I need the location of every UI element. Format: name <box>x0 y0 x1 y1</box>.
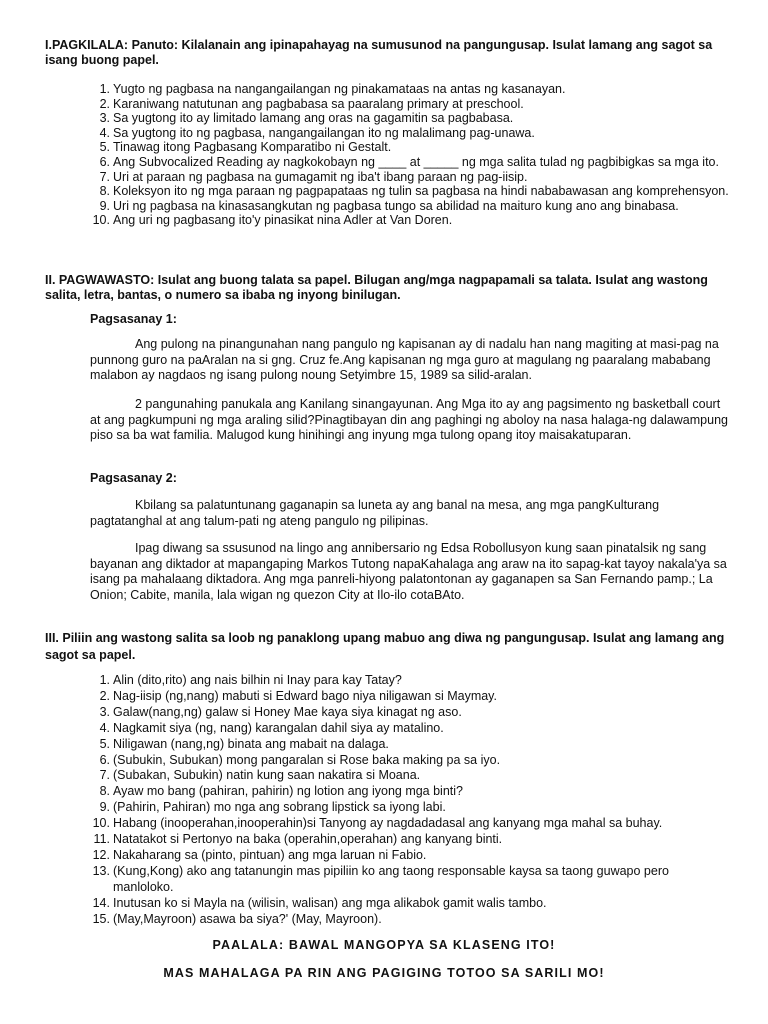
list-item: 14. Inutusan ko si Mayla na (wilisin, walisan) ang mga alikabok gamit walis tambo. <box>92 895 547 910</box>
list-item: 9. (Pahirin, Pahiran) mo nga ang sobrang lipstick sa iyong labi. <box>99 800 446 815</box>
list-item: 12. Nakaharang sa (pinto, pintuan) ang mga laruan ni Fabio. <box>92 847 427 862</box>
section-1-list <box>90 82 730 228</box>
list-item: 9. Uri ng pagbasa na kinasasangkutan ng pagbasa tungo sa abilidad na maituro kung ano ang binabasa. <box>99 198 679 213</box>
section-1-title: I.PAGKILALA: Panuto: Kilalanain ang ipinapahayag na sumusunod na pangungusap. Isulat lamang ang sagot sa isang buong papel. <box>45 38 713 67</box>
list-item: 1. Yugto ng pagbasa na nangangailangan ng pinakamataas na antas ng kasanayan. <box>99 82 566 96</box>
list-item: 2. Karaniwang natutunan ang pagbabasa sa paaralang primary at preschool. <box>99 96 524 111</box>
exercise-2-paragraph-1: Kbilang sa palatuntunang gaganapin sa luneta ay ang banal na mesa, ang mga pangKulturang pagtatanghal at ang talum-pati ng ateng pangulo ng pilipinas. <box>90 498 660 528</box>
list-item: 2. Nag-iisip (ng,nang) mabuti si Edward bago niya niligawan si Maymay. <box>99 688 497 703</box>
list-item: 5. Niligawan (nang,ng) binata ang mabait na dalaga. <box>99 736 389 751</box>
list-item: 5. Tinawag itong Pagbasang Komparatibo ni Gestalt. <box>99 140 392 155</box>
reminder-line-2: MAS MAHALAGA PA RIN ANG PAGIGING TOTOO SA SARILI MO! <box>163 966 605 980</box>
list-item: 3. Galaw(nang,ng) galaw si Honey Mae kaya siya kinagat ng aso. <box>99 704 462 719</box>
list-item: 3. Sa yugtong ito ay limitado lamang ang oras na gagamitin sa pagbabasa. <box>99 111 514 126</box>
list-item: 4. Nagkamit siya (ng, nang) karangalan dahil siya ay matalino. <box>99 720 444 735</box>
list-item: 15. (May,Mayroon) asawa ba siya?' (May, Mayroon). <box>92 911 382 926</box>
list-item: 10. Habang (inooperahan,inooperahin)si Tanyong ay nagdadadasal ang kanyang mga mahal sa buhay. <box>92 816 663 831</box>
exercise-2-label: Pagsasanay 2: <box>90 471 177 485</box>
list-item: 11. Natatakot si Pertonyo na baka (operahin,operahan) ang kanyang binti. <box>93 832 503 847</box>
exercise-2-paragraph-2: Ipag diwang sa ssusunod na lingo ang annibersario ng Edsa Robollusyon kung saan pinatalsik ng sang bayanan ang diktador at mapangaping Markos Tutong napaKahalaga ang araw na ito sapag-kat tayoy nakala'ya sa isang pa mahalaang diktadora. Ang mga panreli-hiyong palatontonan ay gaganapen sa San Fernando pamp.; La Onion; Cabite, manila, lala wigan ng quezon City at Ilo-ilo cotaBAto. <box>90 541 727 602</box>
section-3-list <box>90 673 730 928</box>
exercise-1-paragraph-2: 2 pangunahing panukala ang Kanilang sinangayunan. Ang Mga ito ay ang pagsimento ng basketball court at ang pagkumpuni ng mga araling silid?Pinagtibayan din ang paghingi ng aboloy na nasa halaga-ng dalawampung piso sa ba wat familia. Malugod kung hinihingi ang inyung mga tulong opang itoy maisakatuparan. <box>90 397 728 442</box>
list-item: 4. Sa yugtong ito ng pagbasa, nangangailangan ito ng malalimang pag-unawa. <box>99 125 535 140</box>
exercise-1-paragraph-1: Ang pulong na pinangunahan nang pangulo ng kapisanan ay di nadalu han nang magiting at masi-pag na punnong guro na paAralan na si gng. Cruz fe.Ang kapisanan ng mga guro at magulang ng paaralang mababang malabon ay nagdaos ng isang pulong noung Setyimbre 15, 1989 sa silid-aralan. <box>90 337 719 382</box>
list-item: 8. Ayaw mo bang (pahiran, pahirin) ng lotion ang iyong mga binti? <box>99 784 463 799</box>
section-3-title: III. Piliin ang wastong salita sa loob ng panaklong upang mabuo ang diwa ng pangungusap. Isulat ang lamang ang sagot sa papel. <box>45 631 725 662</box>
list-item: 6. Ang Subvocalized Reading ay nagkokobayn ng ____ at _____ ng mga salita tulad ng pagbibigkas sa mga ito. <box>99 154 719 169</box>
list-item: 7. Uri at paraan ng pagbasa na gumagamit ng iba't ibang paraan ng pag-iisip. <box>99 169 528 184</box>
list-item: 8. Koleksyon ito ng mga paraan ng pagpapataas ng tulin sa pagbasa na hindi nababawasan ang komprehensyon. <box>99 184 729 199</box>
list-item: 13. (Kung,Kong) ako ang tatanungin mas pipiliin ko ang taong responsable kaysa sa taong guwapo pero manloloko. <box>92 863 669 894</box>
section-2-title: II. PAGWAWASTO: Isulat ang buong talata sa papel. Bilugan ang/mga nagpapamali sa talata. Isulat ang wastong salita, letra, bantas, o numero sa ibaba ng inyong binilugan. <box>45 273 708 302</box>
list-item: 7. (Subakan, Subukin) natin kung saan nakatira si Moana. <box>99 768 421 783</box>
exercise-1-label: Pagsasanay 1: <box>90 312 177 326</box>
list-item: 1. Alin (dito,rito) ang nais bilhin ni Inay para kay Tatay? <box>99 673 402 687</box>
reminder-line-1: PAALALA: BAWAL MANGOPYA SA KLASENG ITO! <box>212 938 556 952</box>
list-item: 10. Ang uri ng pagbasang ito'y pinasikat nina Adler at Van Doren. <box>92 213 453 228</box>
list-item: 6. (Subukin, Subukan) mong pangaralan si Rose baka making pa sa iyo. <box>99 752 501 767</box>
